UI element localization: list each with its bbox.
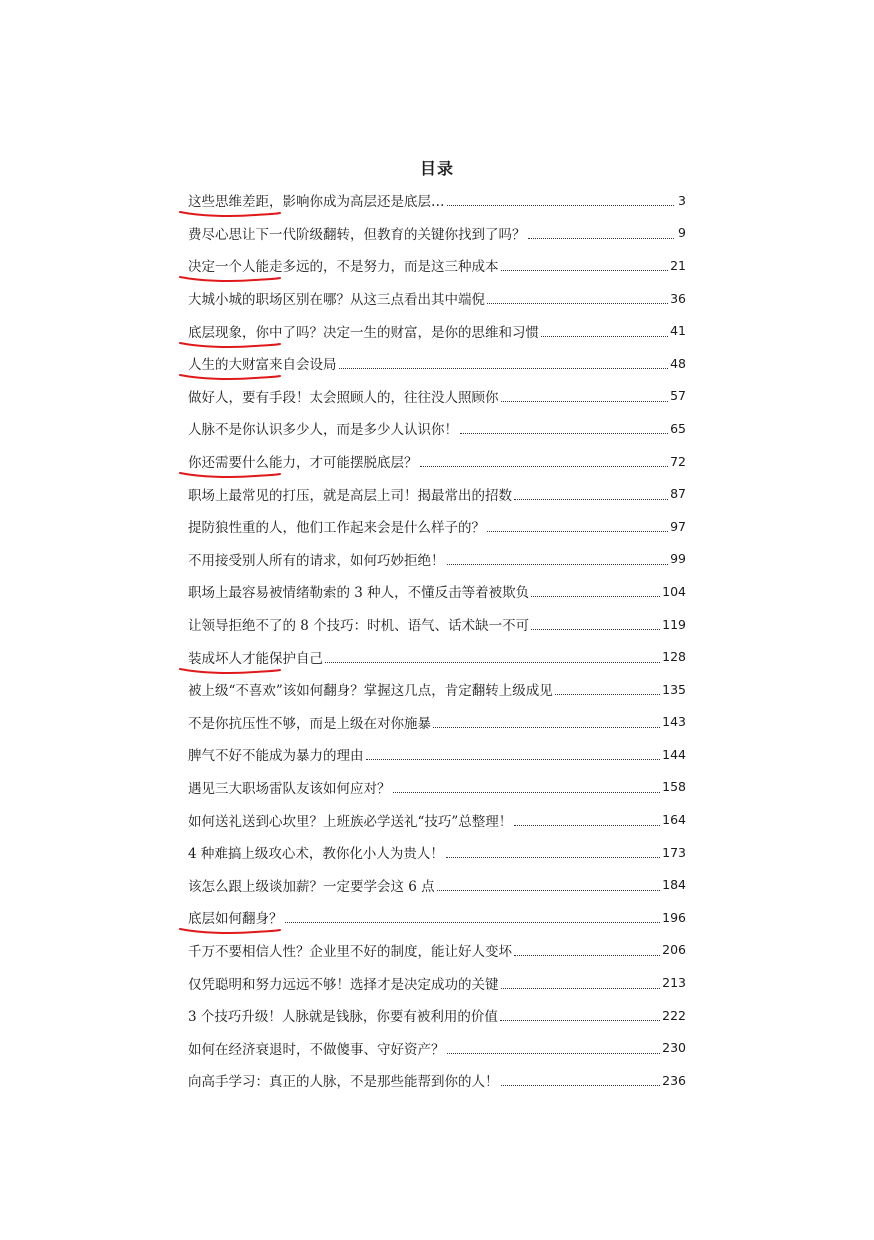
toc-entry-page-number: 65 xyxy=(670,420,686,436)
toc-entry-title: 如何送礼送到心坎里？上班族必学送礼“技巧”总整理！ xyxy=(188,813,513,830)
toc-entry[interactable] xyxy=(188,706,686,739)
toc-entry-title: 人脉不是你认识多少人，而是多少人认识你！ xyxy=(188,422,458,439)
toc-entry-page-number: 128 xyxy=(662,649,686,665)
toc-entry[interactable] xyxy=(188,999,686,1032)
toc-entry-page-number: 206 xyxy=(662,942,686,958)
toc-entry-page-number: 158 xyxy=(662,779,686,795)
dot-leader xyxy=(339,367,669,369)
toc-entry[interactable] xyxy=(188,738,686,771)
toc-entry-page-number: 87 xyxy=(670,486,686,502)
toc-entry-page-number: 213 xyxy=(662,975,686,991)
toc-entry-title: 底层如何翻身？ xyxy=(188,907,283,927)
dot-leader xyxy=(487,530,668,532)
toc-entry-page-number: 72 xyxy=(670,453,686,469)
dot-leader xyxy=(460,432,668,434)
toc-entry-title: 如何在经济衰退时，不做傻事、守好资产？ xyxy=(188,1041,445,1058)
dot-leader xyxy=(555,693,660,695)
toc-entry[interactable] xyxy=(188,217,686,250)
toc-entry-title: 3 个技巧升级！人脉就是钱脉，你要有被利用的价值 xyxy=(188,1009,498,1026)
dot-leader xyxy=(447,1052,661,1054)
toc-entry-title: 4 种难搞上级攻心术，教你化小人为贵人！ xyxy=(188,846,444,863)
toc-title: 目录 xyxy=(419,159,454,178)
toc-entry-title: 向高手学习：真正的人脉，不是那些能帮到你的人！ xyxy=(188,1074,499,1091)
toc-entry[interactable] xyxy=(188,836,686,869)
dot-leader xyxy=(285,921,661,923)
toc-entry[interactable] xyxy=(188,347,686,380)
dot-leader xyxy=(514,954,660,956)
toc-entry-page-number: 135 xyxy=(662,681,686,697)
toc-entry-title: 职场上最常见的打压，就是高层上司！揭最常出的招数 xyxy=(188,487,512,504)
toc-entry-page-number: 21 xyxy=(670,257,686,273)
toc-entry-page-number: 143 xyxy=(662,714,686,730)
toc-entry-title: 该怎么跟上级谈加薪？一定要学会这 6 点 xyxy=(188,878,435,895)
toc-entry[interactable] xyxy=(188,184,686,217)
toc-entry[interactable] xyxy=(188,445,686,478)
toc-entry-page-number: 97 xyxy=(670,518,686,534)
toc-entry-title: 人生的大财富来自会设局 xyxy=(188,353,337,373)
toc-entry-title: 这些思维差距，影响你成为高层还是底层… xyxy=(188,190,445,210)
toc-entry[interactable] xyxy=(188,901,686,934)
toc-entry[interactable] xyxy=(188,282,686,315)
toc-entry[interactable] xyxy=(188,771,686,804)
toc-entry-title: 你还需要什么能力，才可能摆脱底层？ xyxy=(188,451,418,471)
toc-entry-title: 不用接受别人所有的请求，如何巧妙拒绝！ xyxy=(188,552,445,569)
toc-entry-title: 提防狼性重的人，他们工作起来会是什么样子的？ xyxy=(188,520,485,537)
toc-entry-title: 大城小城的职场区别在哪？从这三点看出其中端倪 xyxy=(188,292,485,309)
toc-entry-page-number: 236 xyxy=(662,1072,686,1088)
dot-leader xyxy=(447,204,675,206)
toc-entry-title: 遇见三大职场雷队友该如何应对？ xyxy=(188,780,391,797)
toc-entry-page-number: 104 xyxy=(662,583,686,599)
toc-entry-page-number: 99 xyxy=(670,551,686,567)
toc-entry-title: 费尽心思让下一代阶级翻转，但教育的关键你找到了吗？ xyxy=(188,226,526,243)
dot-leader xyxy=(447,563,669,565)
toc-entry[interactable] xyxy=(188,640,686,673)
toc-entry-title: 底层现象，你中了吗？决定一生的财富，是你的思维和习惯 xyxy=(188,321,539,341)
toc-entry-page-number: 230 xyxy=(662,1040,686,1056)
toc-entry-title: 让领导拒绝不了的 8 个技巧：时机、语气、话术缺一不可 xyxy=(188,618,530,635)
toc-entry[interactable] xyxy=(188,934,686,967)
toc-entry[interactable] xyxy=(188,510,686,543)
toc-entry-title: 装成坏人才能保护自己 xyxy=(188,647,323,667)
toc-entry[interactable] xyxy=(188,314,686,347)
toc-entry[interactable] xyxy=(188,477,686,510)
toc-entry-title: 仅凭聪明和努力远远不够！选择才是决定成功的关键 xyxy=(188,976,499,993)
toc-entry-page-number: 184 xyxy=(662,877,686,893)
toc-entry[interactable] xyxy=(188,575,686,608)
toc-entry-page-number: 36 xyxy=(670,290,686,306)
dot-leader xyxy=(487,302,668,304)
dot-leader xyxy=(514,498,668,500)
toc-entry-title: 脾气不好不能成为暴力的理由 xyxy=(188,748,364,765)
dot-leader xyxy=(501,1084,661,1086)
toc-entry-title: 千万不要相信人性？企业里不好的制度，能让好人变坏 xyxy=(188,943,512,960)
toc-entry[interactable] xyxy=(188,803,686,836)
toc-entry-page-number: 3 xyxy=(678,192,686,208)
dot-leader xyxy=(420,465,669,467)
dot-leader xyxy=(531,595,660,597)
dot-leader xyxy=(501,400,669,402)
toc-entry[interactable] xyxy=(188,412,686,445)
toc-entry[interactable] xyxy=(188,380,686,413)
toc-entry-page-number: 41 xyxy=(670,323,686,339)
toc-entry[interactable] xyxy=(188,249,686,282)
dot-leader xyxy=(531,628,660,630)
toc-entry-page-number: 173 xyxy=(662,844,686,860)
toc-entry-page-number: 119 xyxy=(662,616,686,632)
toc-entry[interactable] xyxy=(188,608,686,641)
toc-entry[interactable] xyxy=(188,868,686,901)
toc-entry-page-number: 222 xyxy=(662,1007,686,1023)
toc-list xyxy=(188,184,686,1097)
dot-leader xyxy=(366,758,661,760)
toc-entry[interactable] xyxy=(188,966,686,999)
toc-entry-page-number: 164 xyxy=(662,812,686,828)
dot-leader xyxy=(500,1019,660,1021)
toc-entry[interactable] xyxy=(188,1031,686,1064)
dot-leader xyxy=(528,237,675,239)
dot-leader xyxy=(433,726,660,728)
dot-leader xyxy=(446,856,660,858)
toc-entry-page-number: 196 xyxy=(662,909,686,925)
toc-entry-page-number: 48 xyxy=(670,355,686,371)
toc-entry-title: 不是你抗压性不够，而是上级在对你施暴 xyxy=(188,715,431,732)
toc-entry-page-number: 57 xyxy=(670,388,686,404)
dot-leader xyxy=(393,791,661,793)
dot-leader xyxy=(325,661,660,663)
dot-leader xyxy=(541,335,668,337)
toc-entry-title: 做好人，要有手段！太会照顾人的，往往没人照顾你 xyxy=(188,389,499,406)
toc-entry-page-number: 9 xyxy=(678,225,686,241)
toc-entry[interactable] xyxy=(188,1064,686,1097)
dot-leader xyxy=(501,269,669,271)
toc-entry-title: 被上级“不喜欢”该如何翻身？掌握这几点，肯定翻转上级成见 xyxy=(188,683,553,700)
toc-entry-title: 决定一个人能走多远的，不是努力，而是这三种成本 xyxy=(188,255,499,275)
dot-leader xyxy=(501,987,661,989)
dot-leader xyxy=(437,889,660,891)
toc-entry[interactable] xyxy=(188,543,686,576)
toc-entry-title: 职场上最容易被情绪勒索的 3 种人，不懂反击等着被欺负 xyxy=(188,585,530,602)
toc-entry-page-number: 144 xyxy=(662,746,686,762)
dot-leader xyxy=(514,824,660,826)
toc-entry[interactable] xyxy=(188,673,686,706)
